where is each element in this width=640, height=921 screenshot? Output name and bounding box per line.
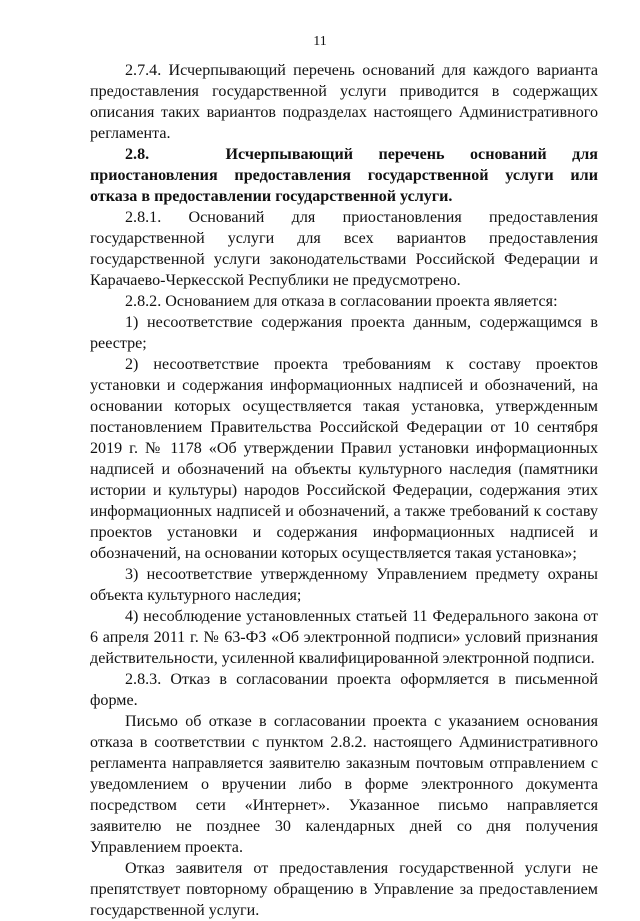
page-number: 11: [313, 34, 327, 49]
section-number: 2.8.: [125, 146, 150, 163]
list-item-3: 3) несоответствие утвержденному Управлением предмету охраны объекта культурного наследия;: [90, 566, 598, 604]
list-item-2: 2) несоответствие проекта требованиям к составу проектов установки и содержания информационных надписей и обозначений, на основании которых осуществляется такая установка, утвержденным постановлением Правительства Российской Федерации от 10 сентября 2019 г. № 1178 «Об утверждении Правил установки информационных надписей и обозначений на объекты культурного наследия (памятники истории и культуры) народов Российской Федерации, содержания этих информационных надписей и обозначений, а также требований к составу проектов установки и содержания информационных надписей и обозначений, на основании которых осуществляется такая установка»;: [90, 356, 598, 562]
paragraph-2-8-2: 2.8.2. Основанием для отказа в согласовании проекта является:: [125, 293, 558, 310]
paragraph-repeat-request: Отказ заявителя от предоставления государственной услуги не препятствует повторному обращению в Управление за предоставлением государственной услуги.: [90, 860, 598, 919]
paragraph-refusal-letter: Письмо об отказе в согласовании проекта с указанием основания отказа в соответствии с пунктом 2.8.2. настоящего Административного регламента направляется заявителю заказным почтовым отправлением с уведомлением о вручении либо в форме электронного документа посредством сети «Интернет». Указанное письмо направляется заявителю не позднее 30 календарных дней со дня получения Управлением проекта.: [90, 713, 598, 856]
section-title: Исчерпывающий перечень оснований для приостановления предоставления государственной услуги или отказа в предоставлении государственной услуги.: [90, 146, 598, 205]
list-item-4: 4) несоблюдение установленных статьей 11 Федерального закона от 6 апреля 2011 г. № 63-ФЗ «Об электронной подписи» условий признания действительности, усиленной квалифицированной электронной подписи.: [90, 608, 598, 667]
list-item-1: 1) несоответствие содержания проекта данным, содержащимся в реестре;: [90, 314, 598, 352]
paragraph-2-8-3: 2.8.3. Отказ в согласовании проекта оформляется в письменной форме.: [90, 671, 598, 709]
document-body: [90, 60, 598, 921]
section-heading-2-8: [90, 144, 598, 207]
paragraph-2-7-4: 2.7.4. Исчерпывающий перечень оснований для каждого варианта предоставления государственной услуги приводится в содержащих описания таких вариантов подразделах настоящего Административного регламента.: [90, 62, 598, 142]
paragraph-2-8-1: 2.8.1. Оснований для приостановления предоставления государственной услуги для всех вариантов предоставления государственной услуги законодательствами Российской Федерации и Карачаево-Черкесской Республики не предусмотрено.: [90, 209, 598, 289]
